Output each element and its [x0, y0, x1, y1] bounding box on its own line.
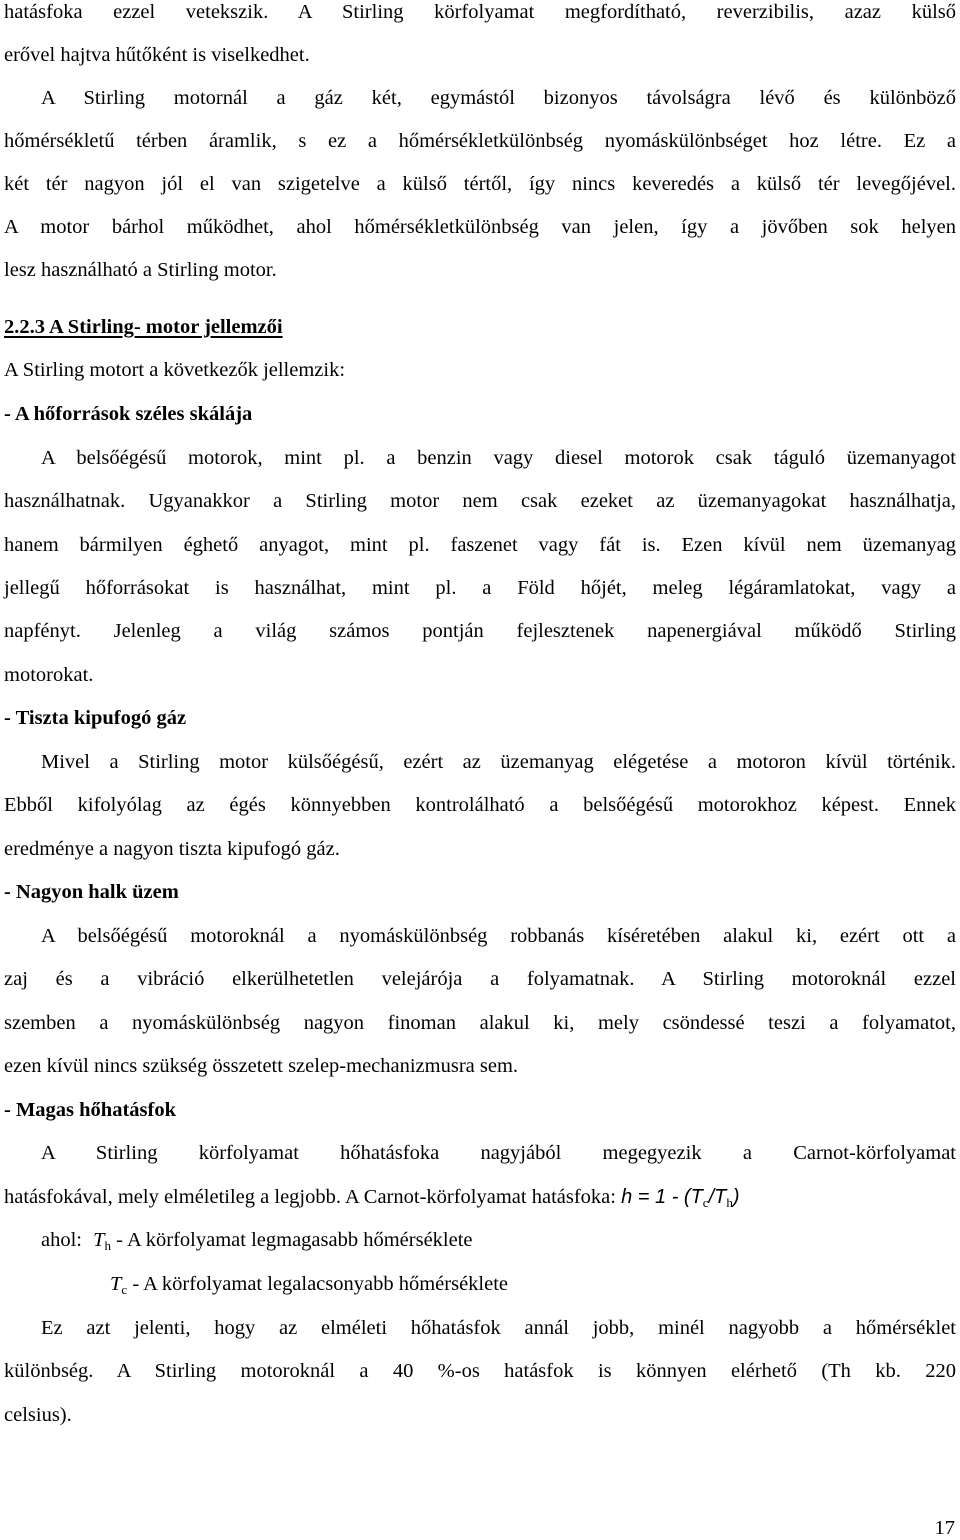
subheading-clean-exhaust: - Tiszta kipufogó gáz — [4, 707, 187, 729]
tc-subscript: c — [121, 1282, 128, 1297]
section-heading: 2.2.3 A Stirling- motor jellemzői — [4, 316, 283, 338]
body-line: két tér nagyon jól el van szigetelve a külső tértől, így nincs keveredés a külső tér levegőjével. — [4, 173, 956, 195]
body-line: lesz használható a Stirling motor. — [4, 259, 277, 281]
body-line: zaj és a vibráció elkerülhetetlen velejárója a folyamatnak. A Stirling motoroknál ezzel — [4, 968, 956, 990]
body-line: jellegű hőforrásokat is használhat, mint pl. a Föld hőjét, meleg légáramlatokat, vagy a — [4, 577, 956, 599]
tc-definition: - A körfolyamat legalacsonyabb hőmérséklete — [127, 1273, 509, 1295]
formula-close: ) — [732, 1186, 740, 1208]
subheading-heat-sources: - A hőforrások széles skálája — [4, 403, 253, 425]
efficiency-symbol: h — [621, 1186, 633, 1208]
body-line: erővel hajtva hűtőként is viselkedhet. — [4, 44, 310, 66]
formula-th-sub: h — [726, 1195, 733, 1210]
formula-tc-sub: c — [702, 1195, 709, 1210]
page-number: 17 — [934, 1517, 955, 1539]
ahol-label: ahol: — [41, 1229, 82, 1251]
definition-tc — [110, 1272, 956, 1296]
body-line: Ebből kifolyólag az égés könnyebben kontrolálható a belsőégésű motorokhoz képest. Ennek — [4, 794, 956, 816]
subheading-high-efficiency: - Magas hőhatásfok — [4, 1099, 176, 1121]
body-line: szemben a nyomáskülönbség nagyon finoman alakul ki, mely csöndessé teszi a folyamatot, — [4, 1012, 956, 1034]
body-line: hatásfoka ezzel vetekszik. A Stirling körfolyamat megfordítható, reverzibilis, azaz külső — [4, 1, 956, 23]
formula-slash: / — [708, 1186, 715, 1208]
th-subscript: h — [104, 1238, 112, 1253]
th-symbol: T — [93, 1229, 105, 1251]
body-line: eredménye a nagyon tiszta kipufogó gáz. — [4, 838, 340, 860]
body-line: A Stirling motornál a gáz két, egymástól bizonyos távolságra lévő és különböző — [41, 87, 956, 109]
body-line: hőmérsékletű térben áramlik, s ez a hőmérsékletkülönbség nyomáskülönbséget hoz létre. Ez a — [4, 130, 956, 152]
tc-symbol: T — [110, 1273, 122, 1295]
body-line: különbség. A Stirling motoroknál a 40 %-os hatásfok is könnyen elérhető (Th kb. 220 — [4, 1360, 956, 1382]
body-line: Mivel a Stirling motor külsőégésű, ezért az üzemanyag elégetése a motoron kívül történik. — [41, 751, 956, 773]
body-line: ezen kívül nincs szükség összetett szelep-mechanizmusra sem. — [4, 1055, 519, 1077]
body-line: Ez azt jelenti, hogy az elméleti hőhatásfok annál jobb, minél nagyobb a hőmérséklet — [41, 1317, 956, 1339]
subheading-quiet-operation: - Nagyon halk üzem — [4, 881, 179, 903]
body-line: hanem bármilyen éghető anyagot, mint pl. faszenet vagy fát is. Ezen kívül nem üzemanyag — [4, 534, 956, 556]
body-line: A Stirling motort a következők jellemzik: — [4, 359, 346, 381]
body-line: A motor bárhol működhet, ahol hőmérsékletkülönbség van jelen, így a jövőben sok helyen — [4, 216, 956, 238]
body-line: celsius). — [4, 1404, 72, 1426]
body-line: A belsőégésű motorok, mint pl. a benzin vagy diesel motorok csak táguló üzemanyagot — [41, 447, 956, 469]
body-line: napfényt. Jelenleg a világ számos pontján fejlesztenek napenergiával működő Stirling — [4, 620, 956, 642]
definition-th — [41, 1228, 956, 1252]
body-line: A belsőégésű motoroknál a nyomáskülönbség robbanás kíséretében alakul ki, ezért ott a — [41, 925, 956, 947]
formula-prefix: hatásfokával, mely elméletileg a legjobb. A Carnot-körfolyamat hatásfoka: — [4, 1186, 622, 1208]
formula-equals: = 1 - ( — [632, 1186, 691, 1208]
formula-line — [4, 1185, 956, 1209]
body-line: motorokat. — [4, 664, 94, 686]
formula-th: T — [714, 1186, 727, 1208]
formula-tc: T — [690, 1186, 703, 1208]
th-definition: - A körfolyamat legmagasabb hőmérséklete — [111, 1229, 473, 1251]
body-line: használhatnak. Ugyanakkor a Stirling motor nem csak ezeket az üzemanyagokat használhatja, — [4, 490, 956, 512]
body-line: A Stirling körfolyamat hőhatásfoka nagyjából megegyezik a Carnot-körfolyamat — [41, 1142, 956, 1164]
